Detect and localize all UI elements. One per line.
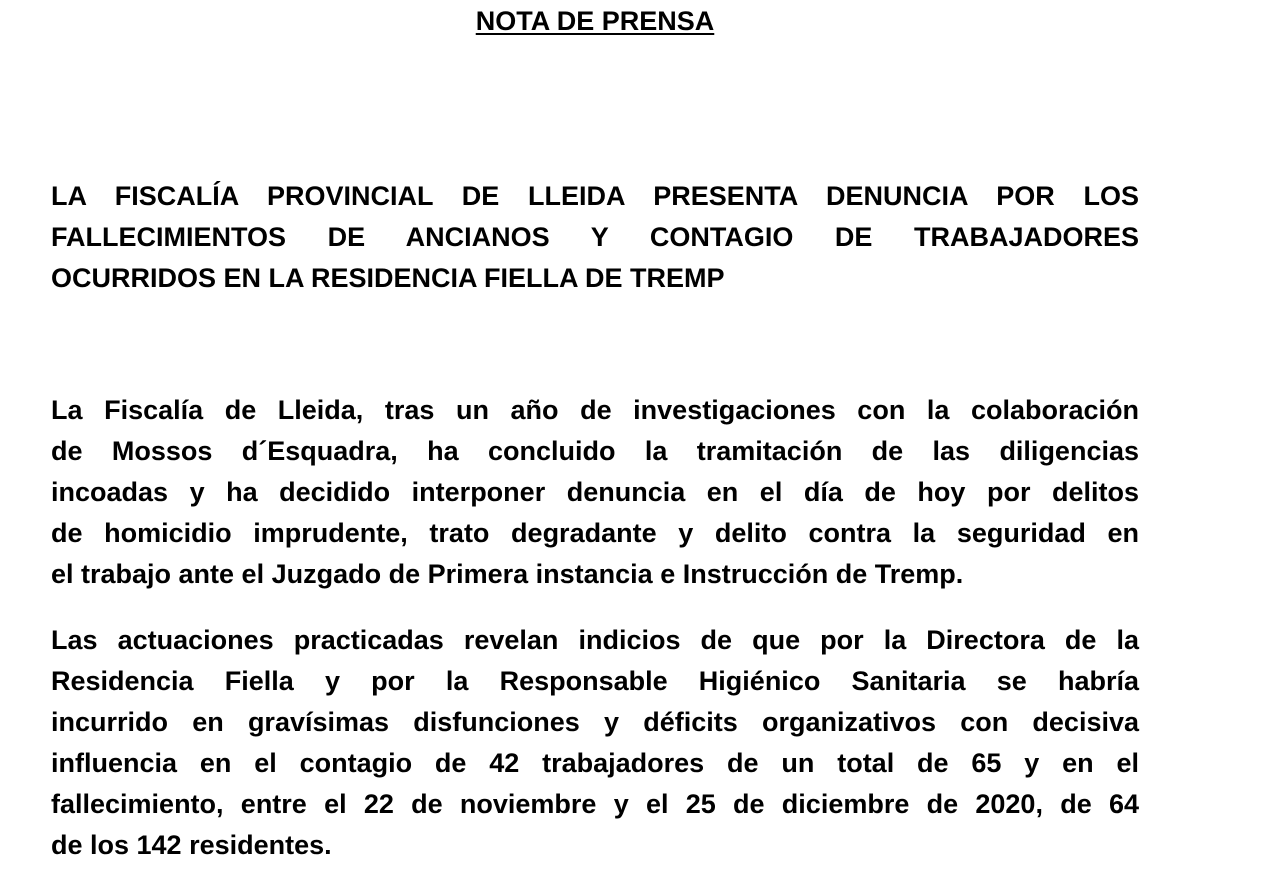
headline-line: OCURRIDOS EN LA RESIDENCIA FIELLA DE TREMP <box>51 263 725 293</box>
document-title: NOTA DE PRENSA <box>475 6 715 36</box>
paragraph-line: incurrido en gravísimas disfunciones y déficits organizativos con decisiva <box>51 707 1139 737</box>
headline <box>51 176 1139 299</box>
paragraph-line: el trabajo ante el Juzgado de Primera instancia e Instrucción de Tremp. <box>51 559 964 589</box>
paragraph-2 <box>51 620 1139 866</box>
paragraph-1 <box>51 390 1139 595</box>
headline-line: LA FISCALÍA PROVINCIAL DE LLEIDA PRESENTA DENUNCIA POR LOS <box>51 181 1139 211</box>
paragraph-line: La Fiscalía de Lleida, tras un año de investigaciones con la colaboración <box>51 395 1139 425</box>
paragraph-line: influencia en el contagio de 42 trabajadores de un total de 65 y en el <box>51 748 1139 778</box>
paragraph-line: incoadas y ha decidido interponer denuncia en el día de hoy por delitos <box>51 477 1139 507</box>
paragraph-line: Las actuaciones practicadas revelan indicios de que por la Directora de la <box>51 625 1139 655</box>
paragraph-line: Residencia Fiella y por la Responsable Higiénico Sanitaria se habría <box>51 666 1139 696</box>
paragraph-line: de los 142 residentes. <box>51 830 332 860</box>
paragraph-line: de Mossos d´Esquadra, ha concluido la tramitación de las diligencias <box>51 436 1139 466</box>
paragraph-line: fallecimiento, entre el 22 de noviembre y el 25 de diciembre de 2020, de 64 <box>51 789 1139 819</box>
paragraph-line: de homicidio imprudente, trato degradante y delito contra la seguridad en <box>51 518 1139 548</box>
headline-line: FALLECIMIENTOS DE ANCIANOS Y CONTAGIO DE TRABAJADORES <box>51 222 1139 252</box>
